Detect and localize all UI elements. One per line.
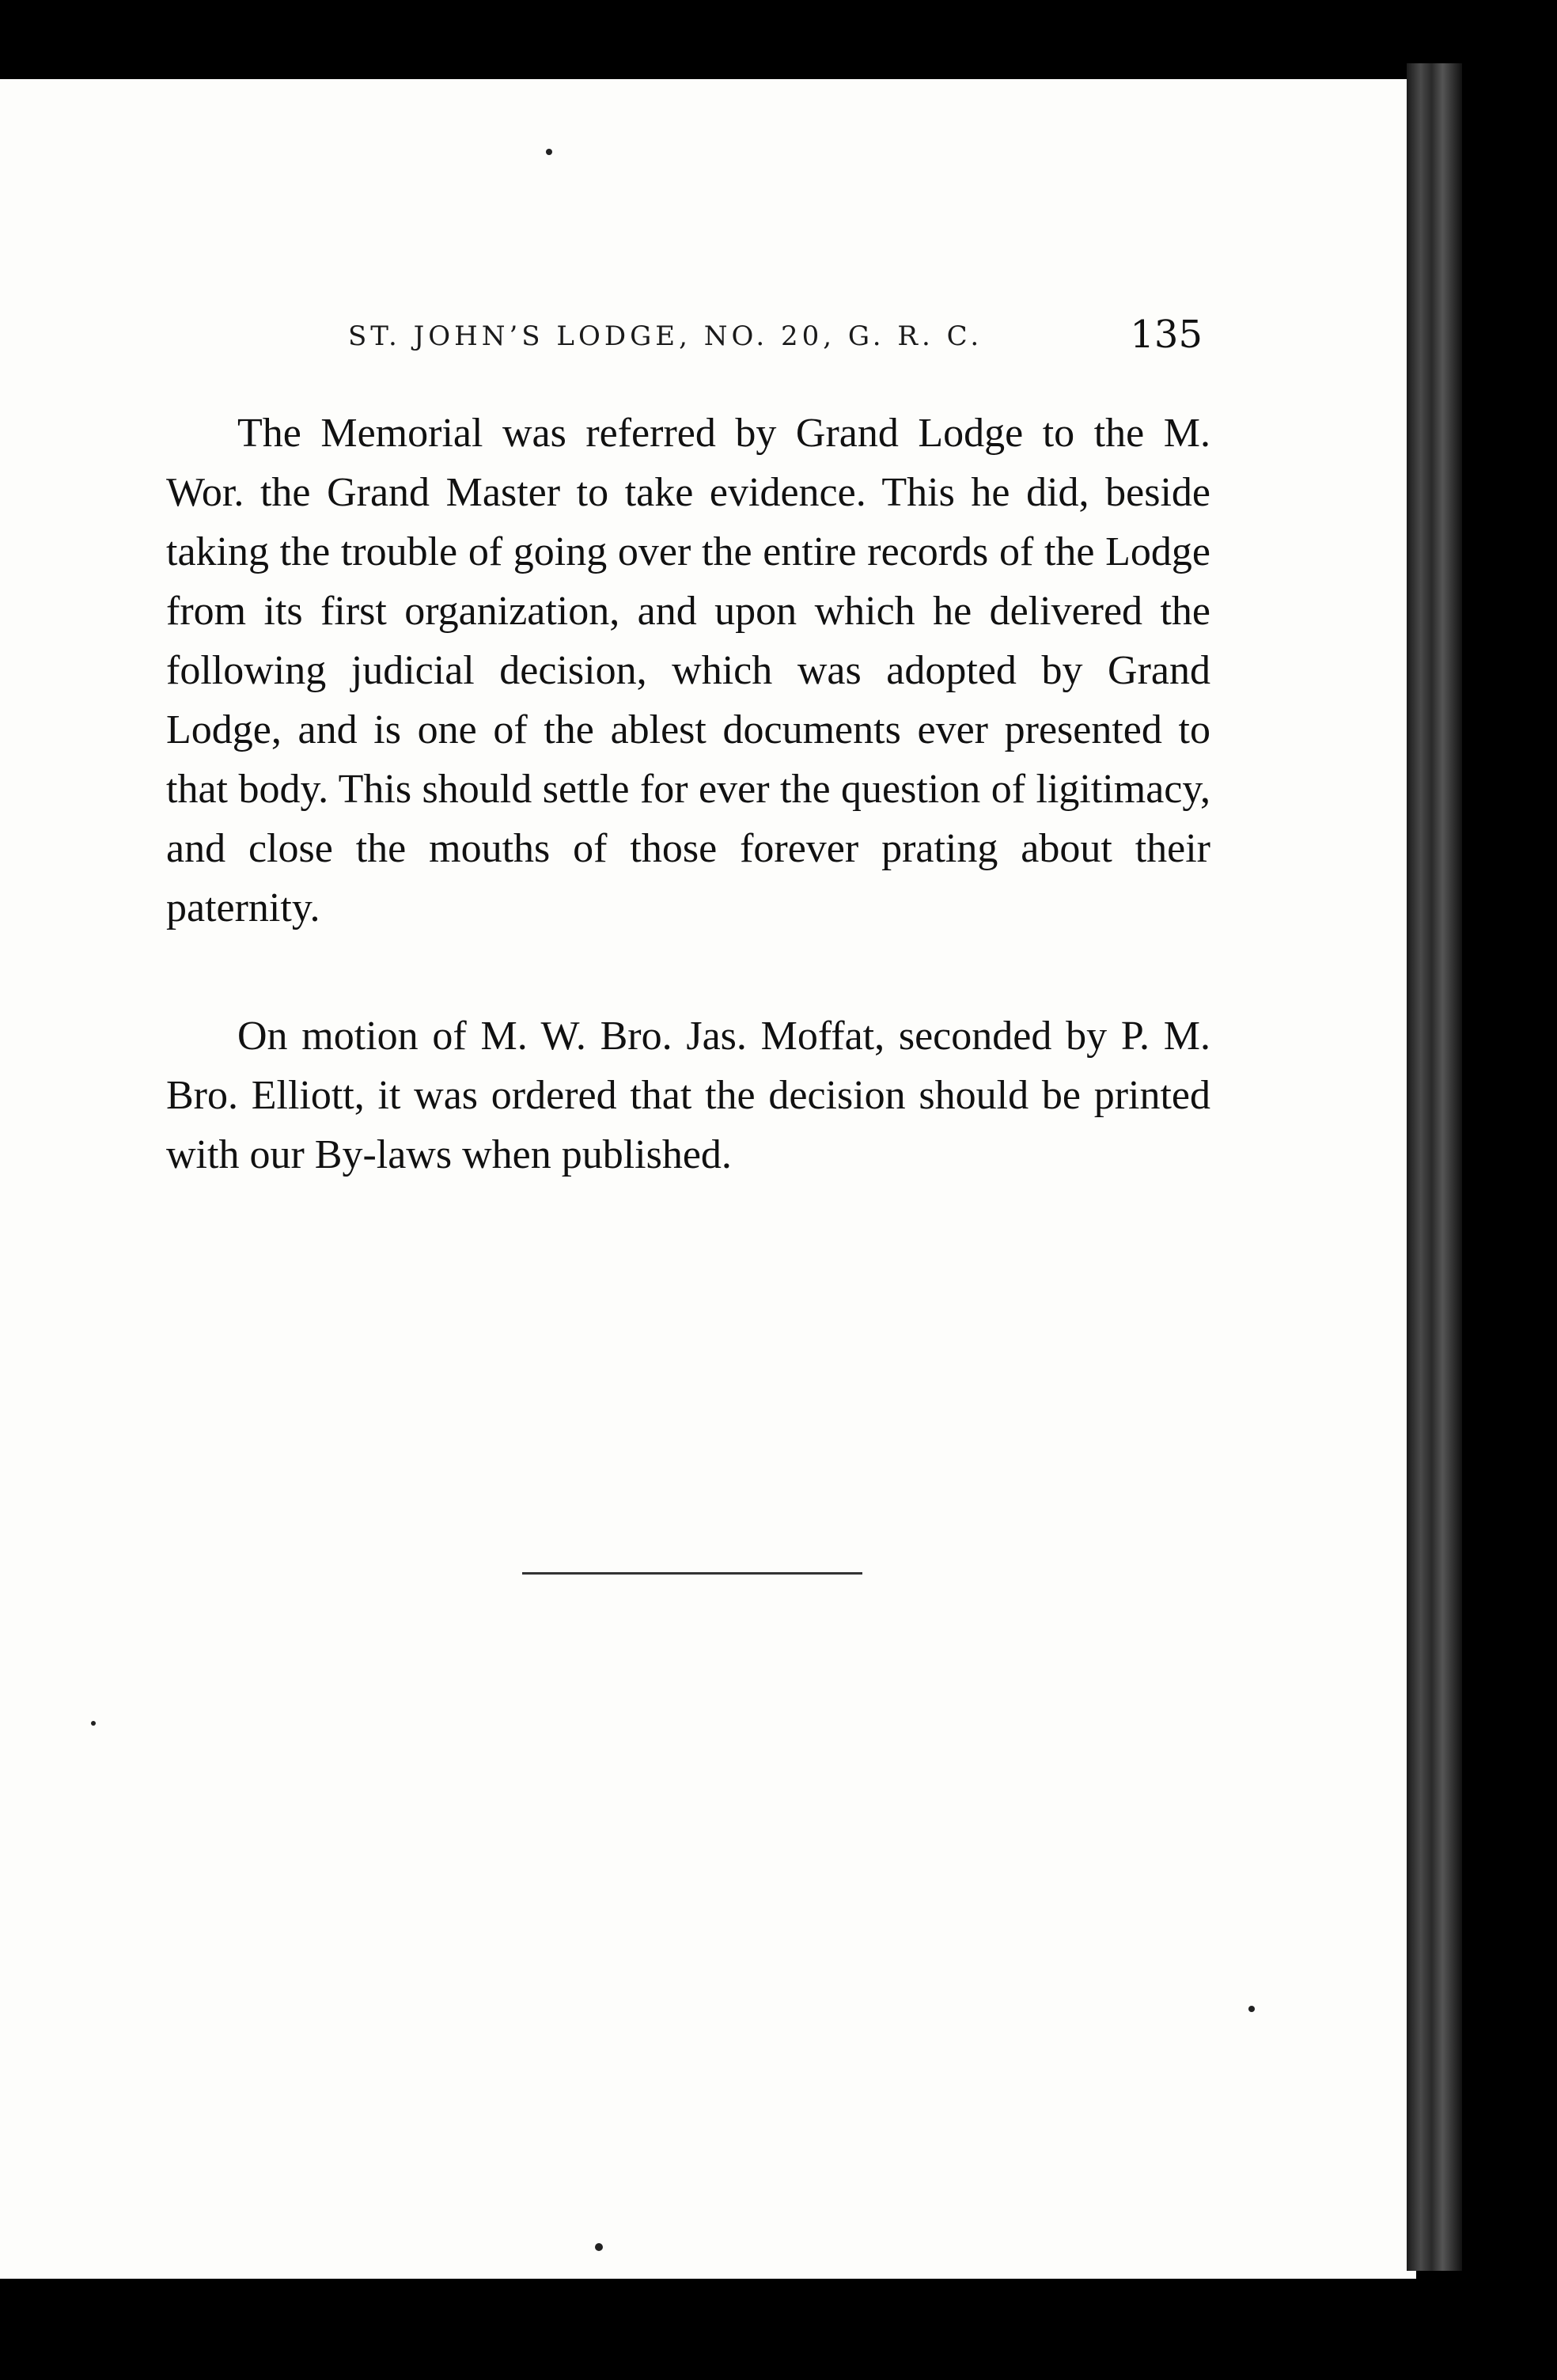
ink-speck [546,149,552,155]
running-title: ST. JOHN’S LODGE, NO. 20, G. R. C. [348,320,983,352]
ink-speck [91,1721,96,1726]
section-divider [522,1572,862,1575]
running-head [348,313,1203,368]
ink-speck [595,2243,603,2251]
page-number: 135 [1130,313,1203,357]
body-paragraph: The Memorial was referred by Grand Lodge to the M. Wor. the Grand Master to take evidence. This he did, beside taking the trouble of going over the entire records of the Lodge from its first organization, and upon which he delivered the following judicial decision, which was adopted by Grand Lodge, and is one of the ablest documents ever presented to that body. This should settle for ever the question of ligitimacy, and close the mouths of those forever prating about their paternity. [166,411,1210,930]
ink-speck [1248,2006,1255,2012]
body-paragraph: On motion of M. W. Bro. Jas. Moffat, seconded by P. M. Bro. Elliott, it was ordered that the decision should be printed with our By-laws when published. [166,1014,1210,1177]
page-edge [1407,63,1462,2271]
